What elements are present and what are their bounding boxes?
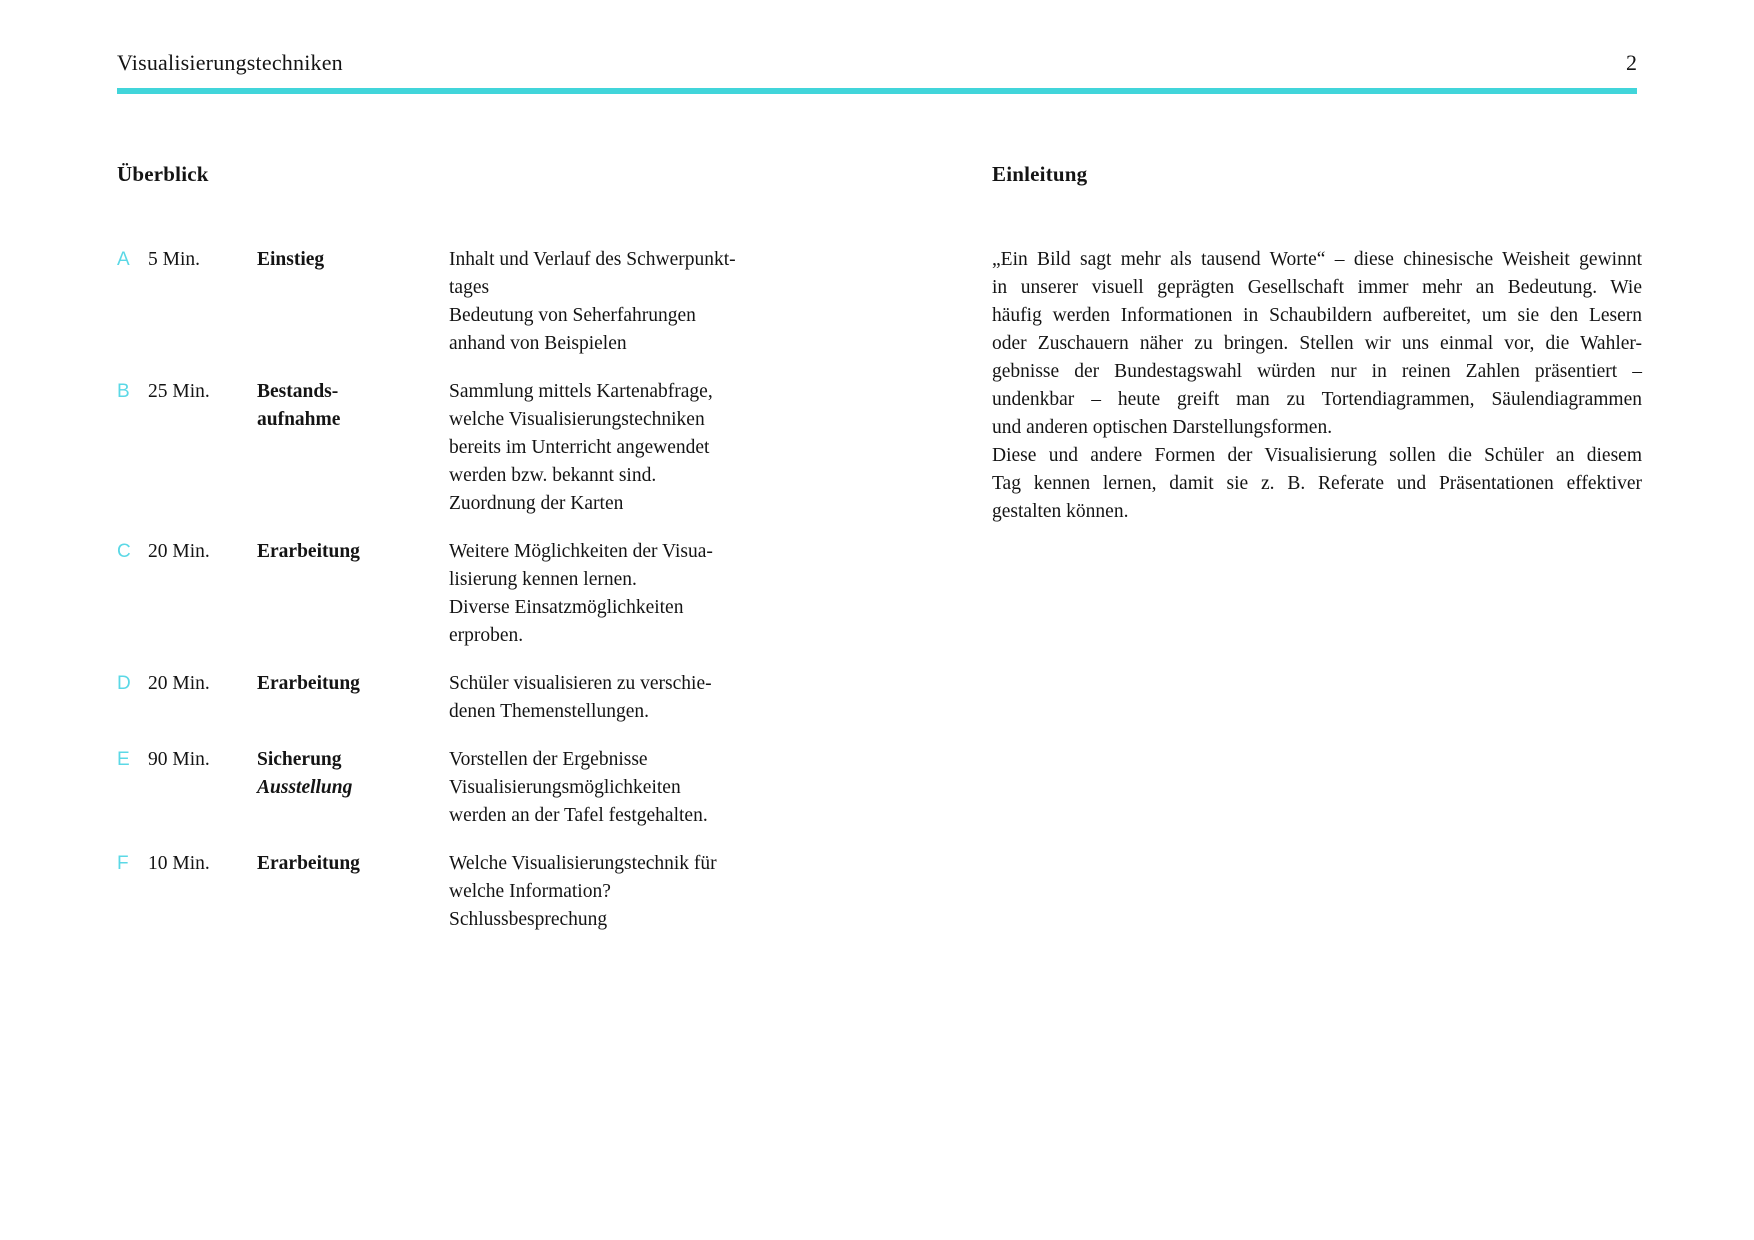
page-title: Visualisierungstechniken: [117, 50, 343, 75]
description-line: Bedeutung von Seherfahrungen: [449, 305, 696, 326]
phase-name-line: Sicherung: [257, 749, 342, 770]
phase-name-line: Ausstellung: [257, 777, 353, 798]
phase-name-line: Erarbeitung: [257, 853, 360, 874]
description-line: Zuordnung der Karten: [449, 493, 624, 514]
paragraph-line: häufig werden Informationen in Schaubildern aufbereitet, um sie den Lesern: [992, 305, 1642, 326]
phase-letter: E: [117, 749, 130, 770]
page-number: 2: [1626, 50, 1637, 75]
paragraph-line: undenkbar – heute greift man zu Tortendiagrammen, Säulendiagrammen: [992, 389, 1642, 410]
description-line: tages: [449, 277, 490, 298]
paragraph-line: Tag kennen lernen, damit sie z. B. Referate und Präsentationen effektiver: [992, 473, 1642, 494]
paragraph-line: gebnisse der Bundestagswahl würden nur in reinen Zahlen präsentiert –: [992, 361, 1642, 382]
phase-time: 90 Min.: [148, 749, 210, 770]
phase-name-line: Einstieg: [257, 249, 325, 270]
overview-heading: Überblick: [117, 162, 209, 186]
phase-name-line: Erarbeitung: [257, 673, 360, 694]
phase-name-line: Bestands-: [257, 381, 339, 402]
phase-time: 10 Min.: [148, 853, 210, 874]
description-line: Vorstellen der Ergebnisse: [449, 749, 648, 770]
table-row: [117, 378, 807, 518]
phase-name: [257, 246, 449, 358]
paragraph-line: und anderen optischen Darstellungsformen.: [992, 417, 1333, 438]
phase-name: [257, 746, 449, 830]
description-line: Sammlung mittels Kartenabfrage,: [449, 381, 713, 402]
description-line: werden an der Tafel festgehalten.: [449, 805, 708, 826]
description-line: Schüler visualisieren zu verschie-: [449, 673, 712, 694]
phase-name: [257, 538, 449, 650]
paragraph-line: „Ein Bild sagt mehr als tausend Worte“ – diese chinesische Weisheit gewinnt: [992, 249, 1642, 270]
phase-description: [449, 850, 807, 934]
overview-table: [117, 246, 807, 954]
paragraph-line: Diese und andere Formen der Visualisierung sollen die Schüler an diesem: [992, 445, 1642, 466]
phase-letter: D: [117, 673, 131, 694]
phase-name: [257, 850, 449, 934]
phase-letter: B: [117, 381, 130, 402]
description-line: welche Information?: [449, 881, 611, 902]
description-line: welche Visualisierungstechniken: [449, 409, 705, 430]
description-line: Weitere Möglichkeiten der Visua-: [449, 541, 713, 562]
phase-name: [257, 670, 449, 726]
paragraph-line: gestalten können.: [992, 501, 1129, 522]
header-rule: [117, 88, 1637, 94]
phase-time: 20 Min.: [148, 673, 210, 694]
table-row: [117, 746, 807, 830]
table-row: [117, 670, 807, 726]
phase-description: [449, 670, 807, 726]
phase-letter: F: [117, 853, 129, 874]
introduction-heading: Einleitung: [992, 162, 1088, 186]
description-line: lisierung kennen lernen.: [449, 569, 637, 590]
description-line: denen Themenstellungen.: [449, 701, 649, 722]
introduction-text: [992, 246, 1642, 526]
phase-letter: A: [117, 249, 130, 270]
description-line: Diverse Einsatzmöglichkeiten: [449, 597, 684, 618]
phase-name-line: Erarbeitung: [257, 541, 360, 562]
description-line: Welche Visualisierungstechnik für: [449, 853, 717, 874]
description-line: Inhalt und Verlauf des Schwerpunkt-: [449, 249, 736, 270]
table-row: [117, 850, 807, 934]
description-line: werden bzw. bekannt sind.: [449, 465, 657, 486]
phase-description: [449, 538, 807, 650]
phase-description: [449, 378, 807, 518]
phase-description: [449, 246, 807, 358]
phase-time: 20 Min.: [148, 541, 210, 562]
table-row: [117, 538, 807, 650]
description-line: anhand von Beispielen: [449, 333, 627, 354]
phase-name: [257, 378, 449, 518]
paragraph-line: oder Zuschauern näher zu bringen. Stellen wir uns einmal vor, die Wahler-: [992, 333, 1642, 354]
phase-description: [449, 746, 807, 830]
phase-letter: C: [117, 541, 131, 562]
description-line: erproben.: [449, 625, 524, 646]
description-line: Schlussbesprechung: [449, 909, 608, 930]
description-line: Visualisierungsmöglichkeiten: [449, 777, 681, 798]
phase-name-line: aufnahme: [257, 409, 341, 430]
phase-time: 5 Min.: [148, 249, 201, 270]
phase-time: 25 Min.: [148, 381, 210, 402]
description-line: bereits im Unterricht angewendet: [449, 437, 710, 458]
paragraph-line: in unserer visuell geprägten Gesellschaft immer mehr an Bedeutung. Wie: [992, 277, 1642, 298]
table-row: [117, 246, 807, 358]
